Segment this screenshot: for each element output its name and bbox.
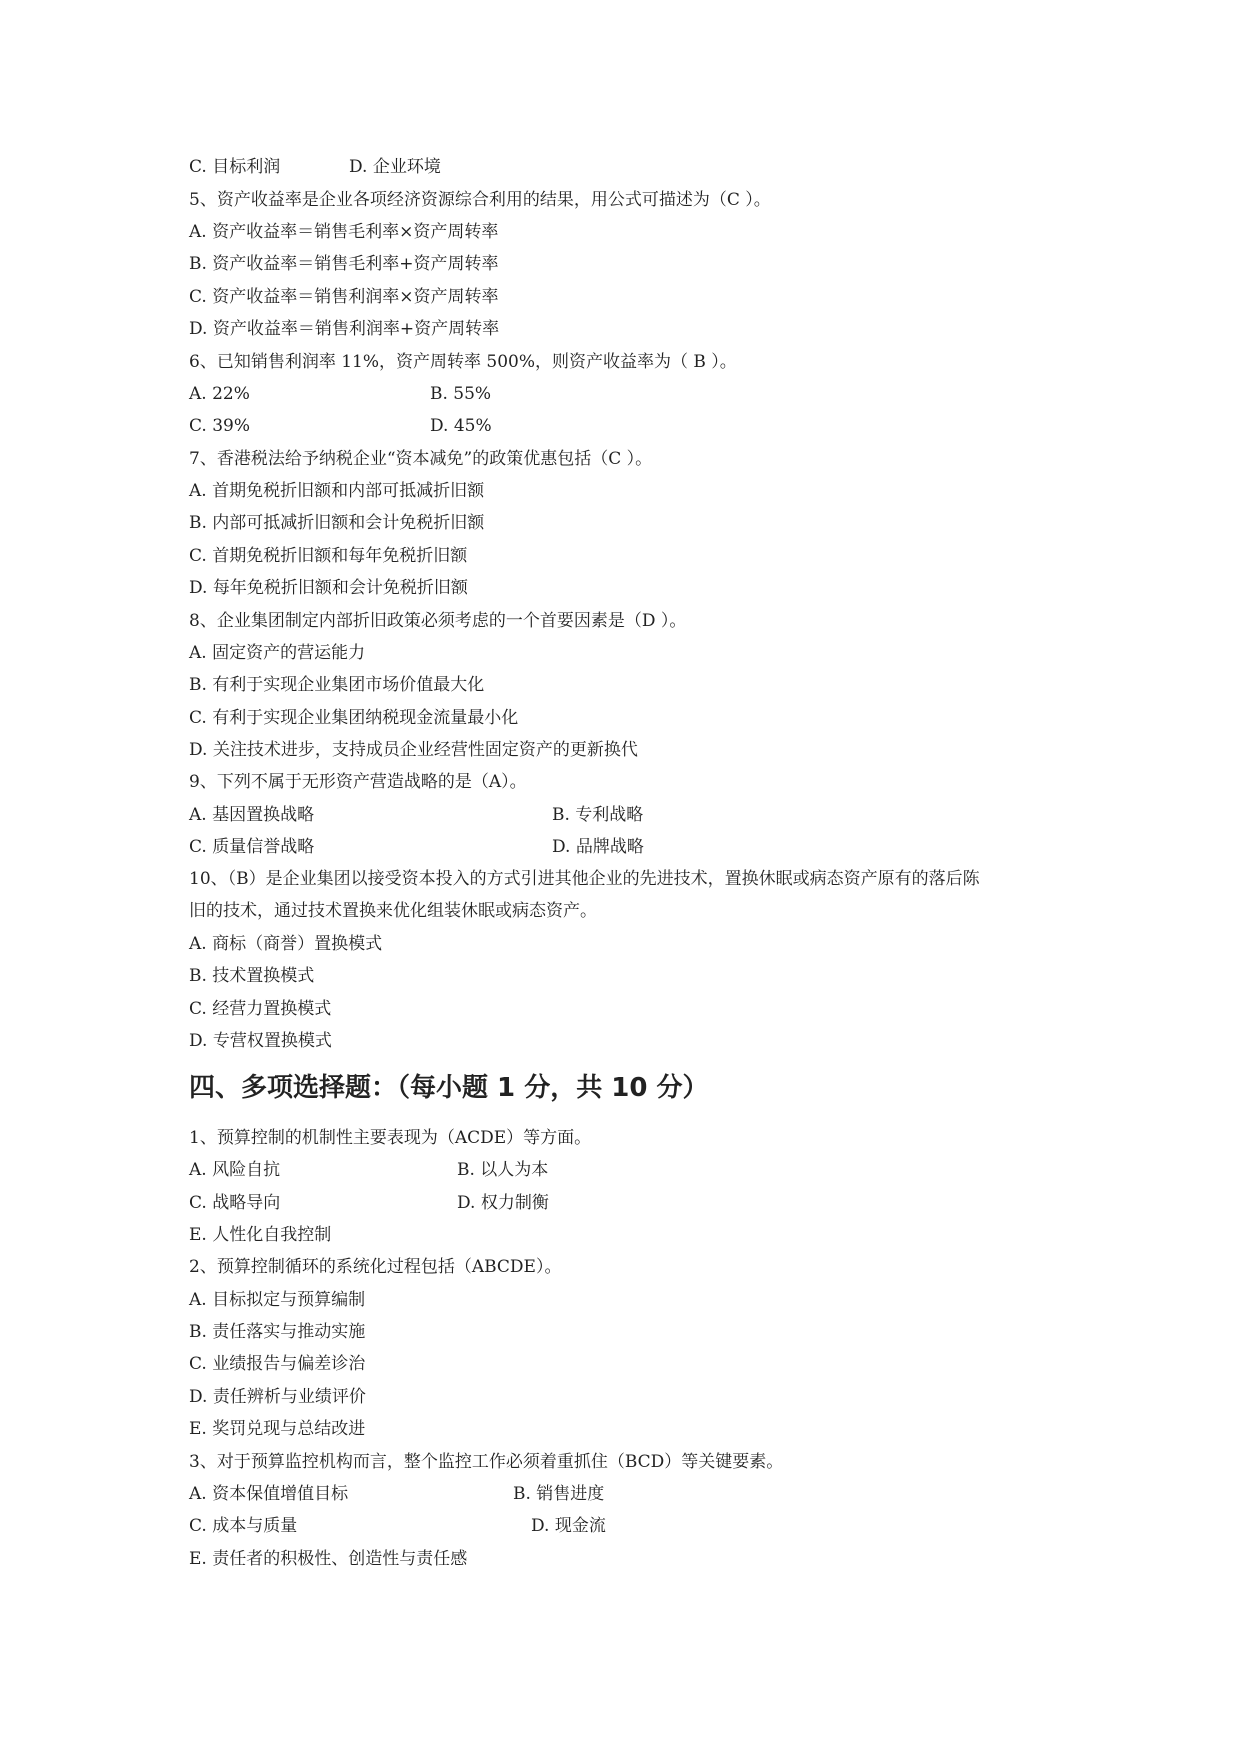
- option-right: D. 现金流: [531, 1516, 606, 1536]
- option-line: B. 资产收益率＝销售毛利率+资产周转率: [189, 254, 499, 274]
- option-right: D. 45%: [430, 416, 492, 436]
- option-line: B. 技术置换模式: [189, 966, 315, 986]
- option-line: C. 资产收益率＝销售利润率×资产周转率: [189, 287, 499, 307]
- option-line: C. 首期免税折旧额和每年免税折旧额: [189, 546, 468, 566]
- option-right: D. 企业环境: [349, 157, 441, 177]
- option-line: C. 有利于实现企业集团纳税现金流量最小化: [189, 708, 519, 728]
- text-line: C. 目标利润: [189, 157, 281, 177]
- option-line: D. 关注技术进步，支持成员企业经营性固定资产的更新换代: [189, 740, 638, 760]
- option-right: B. 专利战略: [552, 805, 644, 825]
- option-line: D. 责任辨析与业绩评价: [189, 1387, 366, 1407]
- option-line: C. 战略导向: [189, 1193, 281, 1213]
- option-line: D. 资产收益率＝销售利润率+资产周转率: [189, 319, 500, 339]
- question-line: 9、下列不属于无形资产营造战略的是（A）。: [189, 772, 527, 792]
- option-right: B. 以人为本: [457, 1160, 549, 1180]
- option-right: B. 销售进度: [513, 1484, 605, 1504]
- question-line: 6、已知销售利润率 11%，资产周转率 500%，则资产收益率为（ B ）。: [189, 352, 737, 372]
- option-right: D. 品牌战略: [552, 837, 644, 857]
- question-line: 2、预算控制循环的系统化过程包括（ABCDE）。: [189, 1257, 562, 1277]
- question-line-cont: 旧的技术，通过技术置换来优化组装休眠或病态资产。: [189, 901, 597, 921]
- option-line: B. 内部可抵减折旧额和会计免税折旧额: [189, 513, 485, 533]
- option-line: B. 有利于实现企业集团市场价值最大化: [189, 675, 485, 695]
- option-line: C. 经营力置换模式: [189, 999, 332, 1019]
- option-line: A. 22%: [189, 384, 250, 404]
- option-line: C. 质量信誉战略: [189, 837, 315, 857]
- option-line: A. 首期免税折旧额和内部可抵减折旧额: [189, 481, 485, 501]
- option-line: D. 每年免税折旧额和会计免税折旧额: [189, 578, 468, 598]
- option-line: D. 专营权置换模式: [189, 1031, 332, 1051]
- option-line: E. 人性化自我控制: [189, 1225, 332, 1245]
- question-line: 1、预算控制的机制性主要表现为（ACDE）等方面。: [189, 1128, 592, 1148]
- question-line: 3、对于预算监控机构而言，整个监控工作必须着重抓住（BCD）等关键要素。: [189, 1452, 784, 1472]
- option-line: E. 责任者的积极性、创造性与责任感: [189, 1549, 468, 1569]
- option-line: E. 奖罚兑现与总结改进: [189, 1419, 366, 1439]
- option-line: A. 风险自抗: [189, 1160, 281, 1180]
- option-line: A. 固定资产的营运能力: [189, 643, 366, 663]
- question-line: 10、（B）是企业集团以接受资本投入的方式引进其他企业的先进技术，置换休眠或病态资产原有的落后陈: [189, 869, 980, 889]
- question-line: 7、香港税法给予纳税企业“资本减免”的政策优惠包括（C ）。: [189, 449, 653, 469]
- option-line: C. 成本与质量: [189, 1516, 298, 1536]
- option-line: A. 基因置换战略: [189, 805, 315, 825]
- option-line: C. 39%: [189, 416, 250, 436]
- option-right: D. 权力制衡: [457, 1193, 549, 1213]
- option-line: B. 责任落实与推动实施: [189, 1322, 366, 1342]
- option-line: A. 目标拟定与预算编制: [189, 1290, 366, 1310]
- section-heading: 四、多项选择题：（每小题 1 分，共 10 分）: [189, 1073, 709, 1103]
- question-line: 8、企业集团制定内部折旧政策必须考虑的一个首要因素是（D ）。: [189, 611, 687, 631]
- question-line: 5、资产收益率是企业各项经济资源综合利用的结果，用公式可描述为（C ）。: [189, 190, 771, 210]
- option-line: A. 资产收益率＝销售毛利率×资产周转率: [189, 222, 499, 242]
- option-line: A. 商标（商誉）置换模式: [189, 934, 383, 954]
- option-right: B. 55%: [430, 384, 492, 404]
- option-line: C. 业绩报告与偏差诊治: [189, 1354, 366, 1374]
- option-line: A. 资本保值增值目标: [189, 1484, 349, 1504]
